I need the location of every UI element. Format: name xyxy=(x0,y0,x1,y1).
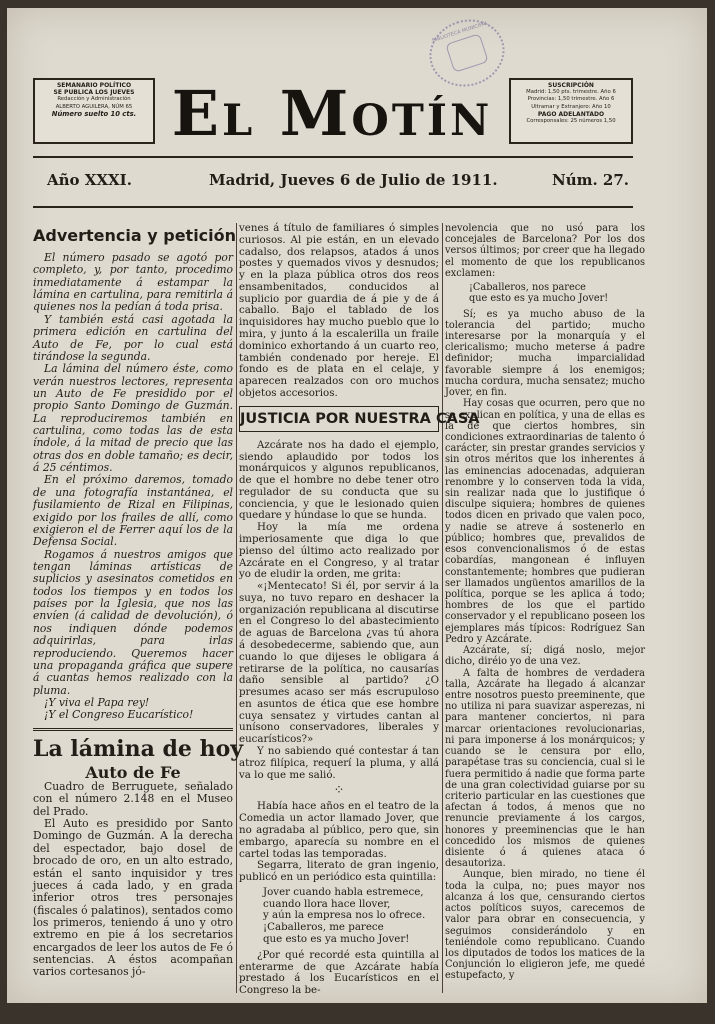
paragraph: Y también está casi agotada la primera edición en cartulina del Auto de Fe, por lo cual está tirándose la segunda. xyxy=(33,312,233,363)
paragraph: A falta de hombres de verdadera talla, Azcárate ha llegado á alcanzar entre nosotros puesto preeminente, que no utiliza ni para suavizar asperezas, ni para mantener conciertos, ni para marcar orientaciones revolucionarias, ni para imponerse á los monárquicos; y cuando se le censura por ello, parapétase tras su conciencia, cual si le fuera permitido á nadie que forma parte de una gran colectividad guiarse por su criterio particular en las cuestiones que afectan á todos, á menos que no renuncie previamente á los cargos, honores y preeminencias que le han concedido los mismos de quienes disiente ó á quienes ataca ó desautoriza. xyxy=(445,667,645,870)
article-heading-lamina: La lámina de hoy xyxy=(33,735,244,762)
paragraph: Aunque, bien mirado, no tiene él toda la culpa, no; pues mayor nos alcanza á los que, censurando ciertos actos políticos suyos, carecemos de valor para obrar en consecuencia, y seguimos considerándolo y en teniéndole como republicano. Cuando los diputados de todos los matices de la Conjunción lo eligieron jefe, me quedé estupefacto, y xyxy=(445,869,645,982)
info-left-line3: Redacción y Administración xyxy=(57,96,131,103)
column-2 xyxy=(239,222,480,997)
paragraph: Y no sabiendo qué contestar á tan atroz filípica, requerí la pluma, y allá va lo que me salió. xyxy=(239,745,439,781)
section-divider xyxy=(33,728,233,731)
info-left-line5: Número suelto 10 cts. xyxy=(51,109,137,118)
paragraph: El número pasado se agotó por completo, y, por tanto, procedimo inmediatamente á estampar la lámina en cartulina, para remitirla á quienes nos la pedían á toda prisa. xyxy=(33,251,233,314)
paragraph: Cuadro de Berruguete, señalado con el número 2.148 en el Museo del Prado. xyxy=(33,780,233,818)
verse-block xyxy=(469,282,645,304)
stamp-emblem-icon xyxy=(445,33,489,73)
ornament-icon: ⁘ xyxy=(333,783,345,799)
newspaper-title: El Motín xyxy=(171,77,493,150)
info-box-right xyxy=(509,78,633,144)
info-left-line2: SE PUBLICA LOS JUEVES xyxy=(53,89,135,97)
info-left-line1: SEMANARIO POLÍTICO xyxy=(56,82,132,89)
verse-line: ¡Caballeros, me parece xyxy=(263,921,384,934)
verse-line: y aún la empresa nos lo ofrece. xyxy=(263,909,426,922)
paragraph: Azcárate, sí; digá noslo, mejor dicho, diréio yo de una vez. xyxy=(445,645,645,668)
info-right-line1: SUSCRIPCIÓN xyxy=(548,82,594,89)
paragraph: «¡Mentecato! Si él, por servir á la suya, no tuvo reparo en deshacer la organización republicana al discutirse en el Congreso lo del abastecimiento de aguas de Barcelona ¿vas tú ahora á desobedecerme, sabiendo que, aun cuando lo que dijeses le obligara á retirarse de la política, no causarías daño sensible al partido? ¿O presumes acaso ser más escrupuloso en asuntos de ética que ese hombre cuya sensatez y virtudes cantan al unísono conservadores, liberales y eucarísticos?» xyxy=(239,580,439,746)
paragraph: Rogamos á nuestros amigos que tengan láminas artísticas de suplicios y asesinatos cometidos en todos los tiempos y en todos los países por la Iglesia, que nos las envíen (á calidad de devolución), ó nos indiquen dónde podemos adquirirlas, para irlas reproduciendo. Queremos hacer una propaganda gráfica que supere á cuantas hemos realizado con la pluma. xyxy=(33,547,233,697)
info-right-line5: PAGO ADELANTADO xyxy=(537,110,605,118)
paragraph: La lámina del número éste, como verán nuestros lectores, representa un Auto de Fe presidido por el propio Santo Domingo de Guzmán. La reproduciremos también en cartulina, como todas las de esta índole, á la mitad de precio que las otras dos en doble tamaño; es decir, á 25 céntimos. xyxy=(33,362,233,475)
paragraph: ¡Y el Congreso Eucarístico! xyxy=(44,708,194,722)
paragraph: ¿Por qué recordé esta quintilla al enterarme de que Azcárate había prestado á los Eucarísticos en el Congreso la be- xyxy=(239,948,439,997)
issue-year: Año XXXI. xyxy=(47,171,132,189)
column-separator xyxy=(442,223,443,993)
info-right-line4: Ultramar y Extranjero: Año 10 xyxy=(531,103,611,110)
info-right-line2: Madrid: 1,50 pts. trimestre. Año 6 xyxy=(526,89,616,96)
verse-block xyxy=(263,887,439,946)
column-1 xyxy=(33,223,244,979)
paragraph: Hay cosas que ocurren, pero que no se explican en política, y una de ellas es la de que ciertos hombres, sin condiciones extraordinarias de talento ó carácter, sin prestar grandes servicios y sin otros méritos que los inherentes á las eminencias adocenadas, adquieran renombre y lo conserven toda la vida, sin realizar nada que lo justifique ó disculpe siquiera; hombres de quienes todos dicen en privado que valen poco, y nadie se atreve á sostenerlo en público; hombres que, prevalidos de esos convencionalismos ó de estas cobardías, mangonean é influyen constantemente; hombres que pudieran ser llamados ungüentos amarillos de la política, porque se les aplica á todo; hombres de los que el partido conservador y el republicano poseen los ejemplares más típicos: Rodríguez San Pedro y Azcárate. xyxy=(445,398,645,645)
paragraph: El Auto es presidido por Santo Domingo de Guzmán. A la derecha del espectador, bajo dosel de brocado de oro, en un alto estrado, están el santo inquisidor y tres jueces á cada lado, y en grada inferior otros tres personajes (fiscales ó palatinos), sentados como los primeros, teniendo á uno y otro extremo en pie á los secretarios encargados de leer los autos de Fe ó sentencias. A éstos acompañan varios cortesanos jó- xyxy=(33,817,233,979)
verse-line: Jover cuando habla estremece, xyxy=(263,885,424,898)
paragraph: Segarra, literato de gran ingenio, publicó en un periódico esta quintilla: xyxy=(239,859,439,884)
stamp-text: BIBLIOTECA MUNICIPAL xyxy=(431,20,489,44)
article-subheading: Auto de Fe xyxy=(85,762,181,782)
issue-number: Núm. 27. xyxy=(552,171,630,189)
info-right-line6: Corresponsales: 25 números 1,50 xyxy=(526,118,616,125)
header-bottom-rule xyxy=(33,206,633,208)
paragraph: venes á título de familiares ó simples curiosos. Al pie están, en un elevado cadalso, dos relapsos, atados á unos postes y quemados vivos y desnudos; y en la plaza pública otros dos reos ensambenitados, conducidos al suplicio por guardia de á pie y de á caballo. Bajo el tablado de los inquisidores hay mucho pueblo que lo mira, y junto á la escalerilla un fraile dominico exhortando á un cuarto reo, también condenado por hereje. El fondo es de plata en el celaje, y aparecen realzados con oro muchos objetos accesorios. xyxy=(239,222,439,399)
paragraph: Sí; es ya mucho abuso de la tolerancia del partido; mucho interesarse por la monarquía y el clericalismo; mucho meterse á padre definidor; mucha imparcialidad favorable siempre á los enemigos; mucha cordura, mucha sensatez; mucho Jover, en fin. xyxy=(445,308,645,399)
info-right-line3: Provincias: 1,50 trimestre. Año 6 xyxy=(527,96,615,103)
paragraph: Hoy la mía me ordena imperiosamente que diga lo que pienso del último acto realizado por Azcárate en el Congreso, y al tratar yo de eludir la orden, me grita: xyxy=(239,521,439,581)
verse-line: cuando llora hace llover, xyxy=(263,897,391,910)
paragraph: nevolencia que no usó para los concejales de Barcelona? Por los dos versos últimos; por creer que ha llegado el momento de que los republicanos exclamen: xyxy=(445,223,645,279)
paragraph: Azcárate nos ha dado el ejemplo, siendo aplaudido por todos los monárquicos y algunos republicanos, de que el hombre no debe tener otro regulador de su conducta que su conciencia, y que le lesionado quien quedare y húndase lo que se hunda. xyxy=(239,438,439,522)
article-heading-advertencia: Advertencia y petición xyxy=(33,226,237,245)
info-box-left xyxy=(33,78,155,144)
issue-date: Madrid, Jueves 6 de Julio de 1911. xyxy=(209,171,498,189)
paragraph: En el próximo daremos, tomado de una fotografía instantánea, el fusilamiento de Rizal en Filipinas, exigido por los frailes de allí, como exigieron el de Ferrer aquí los de la Defensa Social. xyxy=(33,473,233,549)
verse-line: que esto es ya mucho Jover! xyxy=(263,932,410,945)
verse-line: que esto es ya mucho Jover! xyxy=(469,293,609,305)
paragraph: ¡Y viva el Papa rey! xyxy=(44,695,150,709)
info-left-line4: ALBERTO AGUILERA, NÚM 65 xyxy=(55,103,133,110)
column-3 xyxy=(445,223,645,982)
verse-line: ¡Caballeros, nos parece xyxy=(469,282,586,294)
article-heading-justicia: JUSTICIA POR NUESTRA CASA xyxy=(239,406,439,432)
header-top-rule xyxy=(33,156,633,158)
newspaper-page xyxy=(7,8,707,1003)
paragraph: Había hace años en el teatro de la Comedia un actor llamado Jover, que no agradaba al público, pero que, sin embargo, aparecía su nombre en el cartel todas las temporadas. xyxy=(239,800,439,860)
column-separator xyxy=(236,223,237,993)
